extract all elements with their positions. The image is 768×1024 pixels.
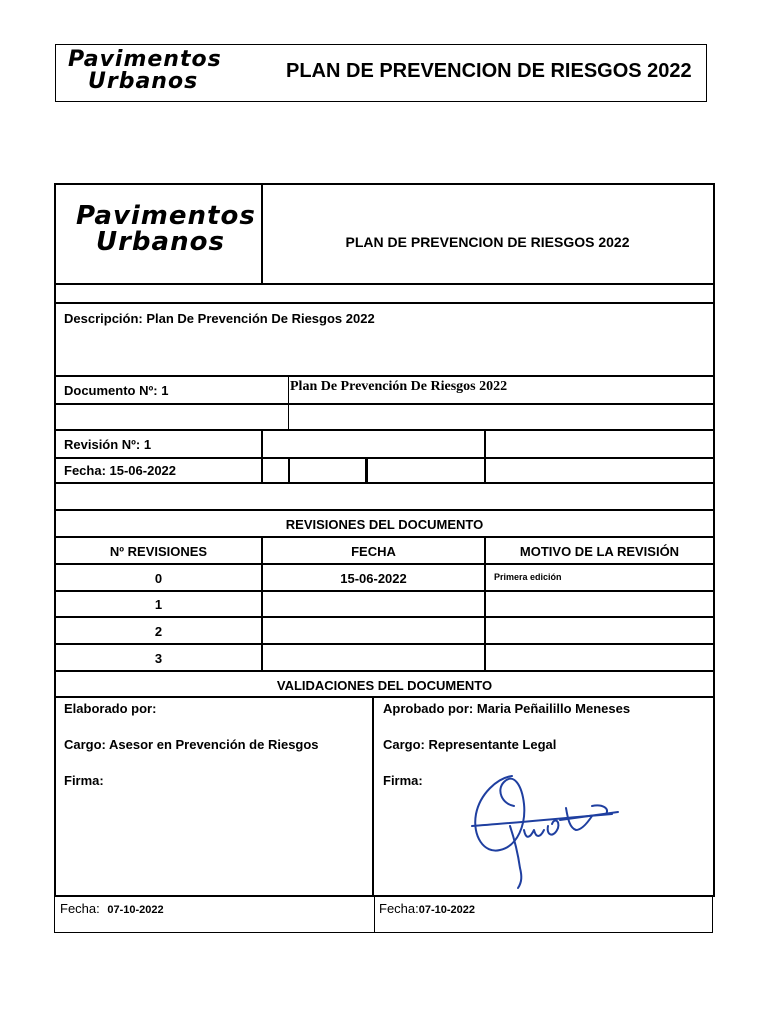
right-fecha-label: Fecha: xyxy=(379,901,419,916)
logo-line2: Urbanos xyxy=(88,69,199,94)
elaborado-label: Elaborado por: xyxy=(64,701,157,716)
table-row-num: 3 xyxy=(154,651,163,666)
left-fecha-value: 07-10-2022 xyxy=(107,904,164,916)
table-row-num: 2 xyxy=(154,624,163,639)
signature-image xyxy=(462,764,632,894)
logo-line1: Pavimentos xyxy=(68,47,222,72)
form-logo-line2: Urbanos xyxy=(96,227,225,257)
header-motivo: MOTIVO DE LA REVISIÓN xyxy=(519,544,680,559)
documento-label: Documento Nº: 1 xyxy=(64,383,169,398)
left-fecha xyxy=(60,901,164,916)
header-num-revisiones: Nº REVISIONES xyxy=(109,544,208,559)
revisiones-title: REVISIONES DEL DOCUMENTO xyxy=(285,517,484,532)
descripcion-text: Descripción: Plan De Prevención De Riesgos 2022 xyxy=(64,311,375,326)
table-row-fecha: 15-06-2022 xyxy=(340,571,407,586)
right-fecha xyxy=(379,901,475,916)
left-firma-label: Firma: xyxy=(64,773,104,788)
table-row-num: 1 xyxy=(154,597,163,612)
documento-name: Plan De Prevención De Riesgos 2022 xyxy=(290,379,508,394)
table-row-motivo: Primera edición xyxy=(494,572,562,582)
header-fecha: FECHA xyxy=(351,544,396,559)
right-fecha-value: 07-10-2022 xyxy=(418,904,476,916)
revision-label: Revisión Nº: 1 xyxy=(64,437,152,452)
right-cargo: Cargo: Representante Legal xyxy=(383,737,557,752)
form-logo xyxy=(76,203,256,255)
company-logo xyxy=(68,49,222,93)
table-row-num: 0 xyxy=(154,571,163,586)
form-title: PLAN DE PREVENCION DE RIESGOS 2022 xyxy=(345,234,630,250)
right-firma-label: Firma: xyxy=(383,773,423,788)
fecha-label: Fecha: 15-06-2022 xyxy=(64,463,177,478)
form-logo-line1: Pavimentos xyxy=(76,201,256,231)
validaciones-title: VALIDACIONES DEL DOCUMENTO xyxy=(276,678,493,693)
page-header xyxy=(55,44,707,102)
left-fecha-label: Fecha: xyxy=(60,901,100,916)
left-cargo: Cargo: Asesor en Prevención de Riesgos xyxy=(64,737,319,752)
page-title: PLAN DE PREVENCION DE RIESGOS 2022 xyxy=(286,60,692,82)
aprobado-label: Aprobado por: Maria Peñailillo Meneses xyxy=(383,701,631,716)
